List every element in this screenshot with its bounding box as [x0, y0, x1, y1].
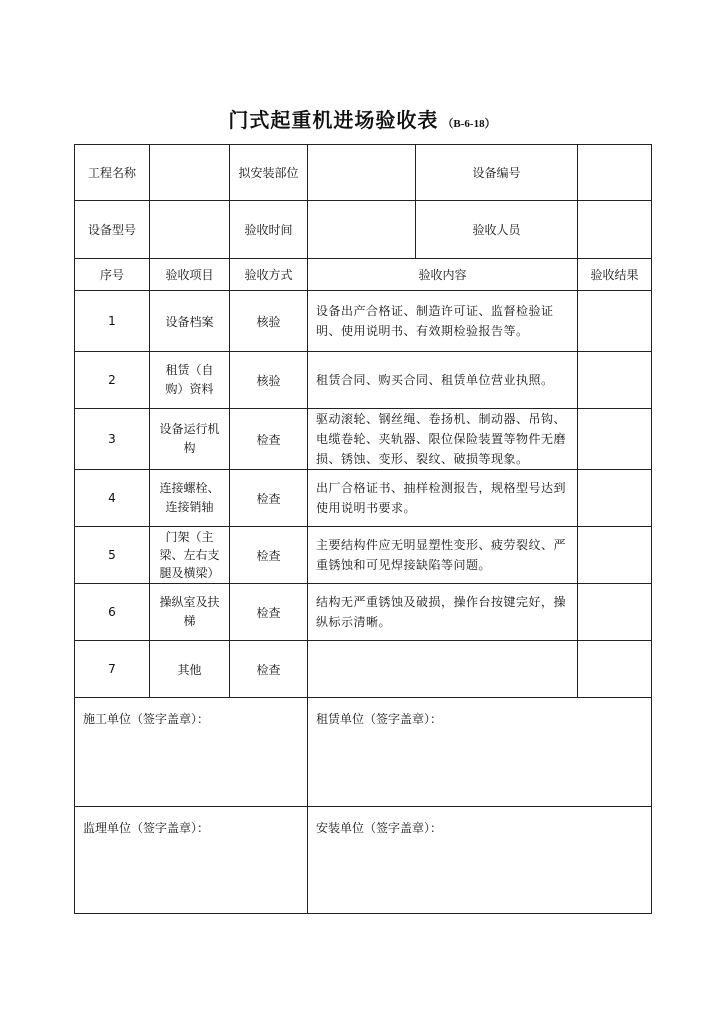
row-result[interactable] [578, 352, 652, 409]
row-item [150, 352, 230, 409]
table-row [75, 584, 652, 641]
row-item-text: 设备运行机构 [159, 422, 220, 455]
construction-signature[interactable]: 施工单位（签字盖章）： [75, 698, 308, 807]
table-row [75, 527, 652, 584]
row-content: 设备出产合格证、制造许可证、监督检验证明、使用说明书、有效期检验报告等。 [308, 291, 578, 352]
row-method: 核验 [230, 352, 308, 409]
row-no: 2 [75, 352, 150, 409]
row-no: 4 [75, 470, 150, 527]
acceptance-time-label: 验收时间 [230, 201, 308, 259]
row-item [150, 470, 230, 527]
col-item-header: 验收项目 [150, 259, 230, 291]
row-no: 6 [75, 584, 150, 641]
row-method: 检查 [230, 584, 308, 641]
install-location-field[interactable] [308, 145, 416, 201]
row-item: 其他 [150, 641, 230, 698]
row-content: 驱动滚轮、钢丝绳、卷扬机、制动器、吊钩、电缆卷轮、夹轨器、限位保险装置等物件无磨损、锈蚀、变形、裂纹、破损等现象。 [308, 409, 578, 470]
inspector-label: 验收人员 [416, 201, 578, 259]
col-no-header: 序号 [75, 259, 150, 291]
col-content-header: 验收内容 [308, 259, 578, 291]
table-row [75, 291, 652, 352]
row-item: 设备档案 [150, 291, 230, 352]
document-header [0, 104, 724, 133]
row-item [150, 584, 230, 641]
row-content: 主要结构件应无明显塑性变形、疲劳裂纹、严重锈蚀和可见焊接缺陷等问题。 [308, 527, 578, 584]
row-method: 检查 [230, 409, 308, 470]
equipment-model-field[interactable] [150, 201, 230, 259]
acceptance-table [74, 144, 652, 914]
row-method: 检查 [230, 641, 308, 698]
row-item-text: 操纵室及扶梯 [159, 595, 220, 628]
row-result[interactable] [578, 527, 652, 584]
row-item [150, 527, 230, 584]
row-method: 检查 [230, 527, 308, 584]
row-content: 结构无严重锈蚀及破损，操作台按键完好，操纵标示清晰。 [308, 584, 578, 641]
row-no: 1 [75, 291, 150, 352]
row-item-text: 连接螺栓、连接销轴 [159, 481, 220, 514]
equipment-no-field[interactable] [578, 145, 652, 201]
header-row-1 [75, 145, 652, 201]
row-method: 核验 [230, 291, 308, 352]
leasing-signature[interactable]: 租赁单位（签字盖章）： [308, 698, 652, 807]
row-content: 出厂合格证书、抽样检测报告，规格型号达到使用说明书要求。 [308, 470, 578, 527]
row-method: 检查 [230, 470, 308, 527]
row-result[interactable] [578, 641, 652, 698]
table-row [75, 352, 652, 409]
row-result[interactable] [578, 291, 652, 352]
column-header-row [75, 259, 652, 291]
table-row [75, 641, 652, 698]
table-row [75, 470, 652, 527]
equipment-model-label: 设备型号 [75, 201, 150, 259]
page-title: 门式起重机进场验收表 [228, 108, 439, 132]
equipment-no-label: 设备编号 [416, 145, 578, 201]
row-no: 7 [75, 641, 150, 698]
signature-row-2 [75, 807, 652, 914]
row-item-text: 租赁（自购）资料 [165, 363, 214, 396]
row-result[interactable] [578, 409, 652, 470]
col-result-header: 验收结果 [578, 259, 652, 291]
project-name-label: 工程名称 [75, 145, 150, 201]
form-code: （B-6-18） [442, 118, 496, 130]
row-result[interactable] [578, 584, 652, 641]
install-location-label: 拟安装部位 [230, 145, 308, 201]
row-item-text: 门架（主梁、左右支腿及横梁） [159, 530, 220, 580]
row-no: 3 [75, 409, 150, 470]
row-content[interactable] [308, 641, 578, 698]
project-name-field[interactable] [150, 145, 230, 201]
row-result[interactable] [578, 470, 652, 527]
row-no: 5 [75, 527, 150, 584]
signature-row-1 [75, 698, 652, 807]
row-content: 租赁合同、购买合同、租赁单位营业执照。 [308, 352, 578, 409]
table-row [75, 409, 652, 470]
header-row-2 [75, 201, 652, 259]
row-item [150, 409, 230, 470]
acceptance-time-field[interactable] [308, 201, 416, 259]
supervision-signature[interactable]: 监理单位（签字盖章）： [75, 807, 308, 914]
inspector-field[interactable] [578, 201, 652, 259]
col-method-header: 验收方式 [230, 259, 308, 291]
installation-signature[interactable]: 安装单位（签字盖章）： [308, 807, 652, 914]
